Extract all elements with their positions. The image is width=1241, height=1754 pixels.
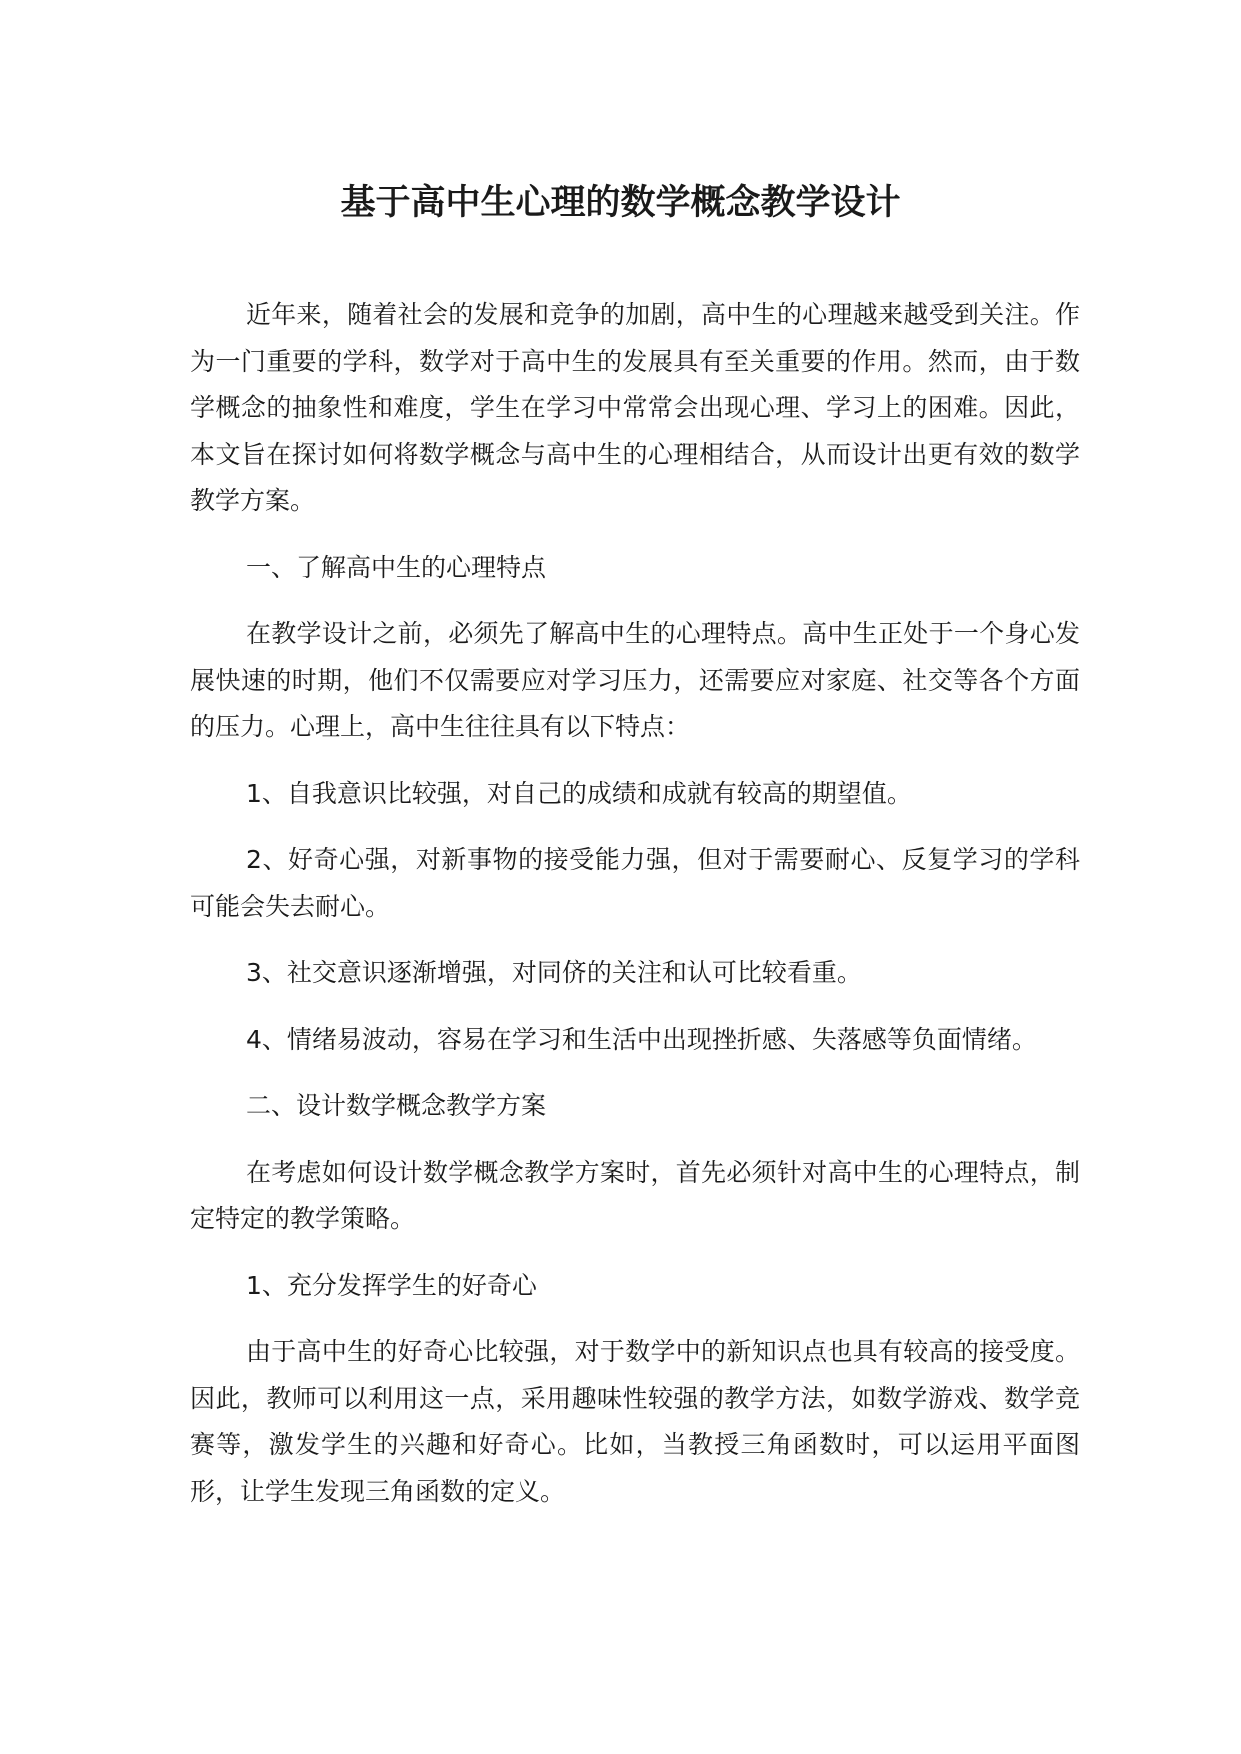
document-title: 基于高中生心理的数学概念教学设计 <box>340 183 901 223</box>
list-item: 2、好奇心强，对新事物的接受能力强，但对于需要耐心、反复学习的学科可能会失去耐心。 <box>190 845 1080 921</box>
document-body <box>190 292 1080 1535</box>
section-1-heading: 一、了解高中生的心理特点 <box>246 552 547 582</box>
subsection-1-paragraph: 由于高中生的好奇心比较强，对于数学中的新知识点也具有较高的接受度。因此，教师可以利用这一点，采用趣味性较强的教学方法，如数学游戏、数学竞赛等，激发学生的兴趣和好奇心。比如，当教授三角函数时，可以运用平面图形，让学生发现三角函数的定义。 <box>190 1337 1080 1506</box>
list-item: 1、自我意识比较强，对自己的成绩和成就有较高的期望值。 <box>246 778 912 808</box>
list-item: 4、情绪易波动，容易在学习和生活中出现挫折感、失落感等负面情绪。 <box>246 1024 1037 1054</box>
subsection-1-heading: 1、充分发挥学生的好奇心 <box>246 1270 537 1300</box>
intro-paragraph: 近年来，随着社会的发展和竞争的加剧，高中生的心理越来越受到关注。作为一门重要的学科，数学对于高中生的发展具有至关重要的作用。然而，由于数学概念的抽象性和难度，学生在学习中常常会出现心理、学习上的困难。因此，本文旨在探讨如何将数学概念与高中生的心理相结合，从而设计出更有效的数学教学方案。 <box>190 300 1080 515</box>
section-2-heading: 二、设计数学概念教学方案 <box>246 1091 547 1120</box>
section-1-paragraph: 在教学设计之前，必须先了解高中生的心理特点。高中生正处于一个身心发展快速的时期，他们不仅需要应对学习压力，还需要应对家庭、社交等各个方面的压力。心理上，高中生往往具有以下特点： <box>190 619 1080 741</box>
section-2-paragraph: 在考虑如何设计数学概念教学方案时，首先必须针对高中生的心理特点，制定特定的教学策略。 <box>190 1157 1080 1233</box>
list-item: 3、社交意识逐渐增强，对同侪的关注和认可比较看重。 <box>246 958 862 987</box>
